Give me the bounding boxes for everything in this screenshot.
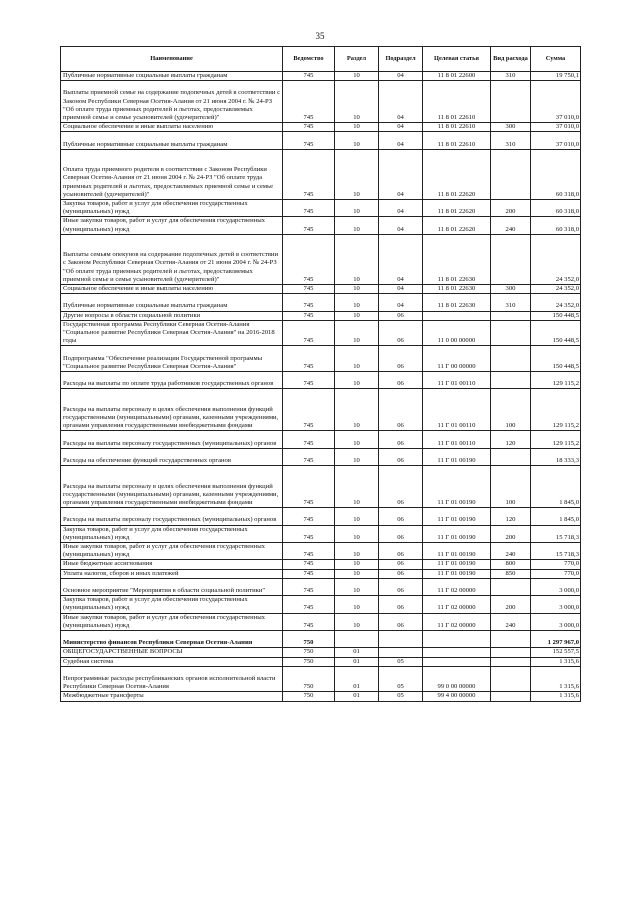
cell-vedomstvo: 745 bbox=[283, 294, 335, 311]
cell-vedomstvo: 745 bbox=[283, 371, 335, 388]
cell-vedomstvo: 745 bbox=[283, 466, 335, 508]
table-row bbox=[61, 448, 581, 465]
cell-vid-raskhoda bbox=[491, 666, 531, 692]
cell-summa: 3 000,0 bbox=[531, 578, 581, 595]
table-row bbox=[61, 389, 581, 431]
cell-vid-raskhoda: 310 bbox=[491, 72, 531, 81]
table-row bbox=[61, 657, 581, 666]
table-row bbox=[61, 320, 581, 346]
cell-summa: 24 352,0 bbox=[531, 294, 581, 311]
cell-name: Расходы на выплаты персоналу в целях обеспечения выполнения функций государственными (муниципальными) органами, казенными учреждениями, органами управления государственными внебюджетными фондами bbox=[61, 389, 283, 431]
table-row bbox=[61, 284, 581, 293]
cell-name: Подпрограмма "Обеспечение реализации Государственной программы "Социальное развитие Республики Северная Осетия-Алания" bbox=[61, 346, 283, 372]
cell-vid-raskhoda: 200 bbox=[491, 596, 531, 613]
cell-name: Расходы на выплаты персоналу в целях обеспечения выполнения функций государственными (муниципальными) органами, казенными учреждениями, органами управления государственными внебюджетными фондами bbox=[61, 466, 283, 508]
cell-podrazdel: 06 bbox=[379, 466, 423, 508]
cell-name: Иные закупки товаров, работ и услуг для обеспечения государственных (муниципальных) нужд bbox=[61, 542, 283, 559]
table-row bbox=[61, 466, 581, 508]
cell-vid-raskhoda bbox=[491, 346, 531, 372]
budget-table bbox=[60, 46, 581, 702]
cell-podrazdel: 06 bbox=[379, 508, 423, 525]
cell-podrazdel: 04 bbox=[379, 72, 423, 81]
header-celevaya-statya: Целевая статья bbox=[423, 47, 491, 72]
cell-podrazdel: 04 bbox=[379, 81, 423, 123]
cell-podrazdel: 06 bbox=[379, 596, 423, 613]
cell-vedomstvo: 745 bbox=[283, 508, 335, 525]
cell-name: Иные бюджетные ассигнования bbox=[61, 560, 283, 569]
cell-vid-raskhoda bbox=[491, 371, 531, 388]
cell-summa: 37 010,0 bbox=[531, 81, 581, 123]
cell-vedomstvo: 745 bbox=[283, 613, 335, 630]
cell-summa: 770,0 bbox=[531, 569, 581, 578]
cell-podrazdel: 04 bbox=[379, 123, 423, 132]
cell-celevaya-statya: 11 8 01 22630 bbox=[423, 284, 491, 293]
cell-podrazdel: 06 bbox=[379, 311, 423, 320]
cell-celevaya-statya: 11 8 01 22620 bbox=[423, 149, 491, 199]
cell-name: Выплаты приемной семье на содержание подопечных детей в соответствии с Законом Республики Северная Осетия-Алания от 21 июня 2004 г. № 24-РЗ "Об оплате труда приемных родителей и льготах, предоставляемых приемной семье и семье усыновителей (удочерителей)" bbox=[61, 81, 283, 123]
cell-summa: 1 315,6 bbox=[531, 657, 581, 666]
cell-podrazdel: 05 bbox=[379, 666, 423, 692]
cell-razdel: 10 bbox=[335, 132, 379, 149]
cell-podrazdel: 04 bbox=[379, 132, 423, 149]
cell-celevaya-statya: 11 Г 01 00190 bbox=[423, 448, 491, 465]
cell-name: Социальное обеспечение и иные выплаты населению bbox=[61, 123, 283, 132]
cell-summa: 15 718,3 bbox=[531, 542, 581, 559]
cell-vedomstvo: 745 bbox=[283, 81, 335, 123]
cell-vedomstvo: 745 bbox=[283, 448, 335, 465]
cell-summa: 18 333,3 bbox=[531, 448, 581, 465]
cell-celevaya-statya: 11 Г 02 00000 bbox=[423, 578, 491, 595]
cell-summa: 1 845,0 bbox=[531, 466, 581, 508]
cell-vedomstvo: 745 bbox=[283, 311, 335, 320]
header-summa: Сумма bbox=[531, 47, 581, 72]
cell-vedomstvo: 745 bbox=[283, 199, 335, 216]
cell-name: Расходы на обеспечение функций государственных органов bbox=[61, 448, 283, 465]
cell-podrazdel bbox=[379, 630, 423, 647]
cell-vedomstvo: 745 bbox=[283, 569, 335, 578]
cell-celevaya-statya: 11 8 01 22630 bbox=[423, 294, 491, 311]
cell-vedomstvo: 750 bbox=[283, 630, 335, 647]
cell-razdel: 10 bbox=[335, 508, 379, 525]
cell-vedomstvo: 745 bbox=[283, 320, 335, 346]
cell-name: Публичные нормативные социальные выплаты гражданам bbox=[61, 294, 283, 311]
cell-razdel: 10 bbox=[335, 320, 379, 346]
header-razdel: Раздел bbox=[335, 47, 379, 72]
cell-summa: 3 000,0 bbox=[531, 596, 581, 613]
cell-summa: 3 000,0 bbox=[531, 613, 581, 630]
cell-celevaya-statya: 11 Г 01 00110 bbox=[423, 389, 491, 431]
cell-summa: 770,0 bbox=[531, 560, 581, 569]
cell-name: ОБЩЕГОСУДАРСТВЕННЫЕ ВОПРОСЫ bbox=[61, 648, 283, 657]
cell-summa: 60 318,0 bbox=[531, 199, 581, 216]
table-row bbox=[61, 525, 581, 542]
cell-celevaya-statya: 11 8 01 22600 bbox=[423, 72, 491, 81]
cell-name: Министерство финансов Республики Северная Осетия-Алания bbox=[61, 630, 283, 647]
cell-podrazdel: 04 bbox=[379, 294, 423, 311]
cell-summa: 60 318,0 bbox=[531, 217, 581, 234]
cell-razdel: 10 bbox=[335, 569, 379, 578]
cell-celevaya-statya: 11 8 01 22610 bbox=[423, 123, 491, 132]
cell-summa: 129 115,2 bbox=[531, 431, 581, 448]
table-row bbox=[61, 149, 581, 199]
cell-vedomstvo: 745 bbox=[283, 132, 335, 149]
cell-razdel: 10 bbox=[335, 123, 379, 132]
cell-vid-raskhoda bbox=[491, 311, 531, 320]
cell-name: Закупка товаров, работ и услуг для обеспечения государственных (муниципальных) нужд bbox=[61, 596, 283, 613]
table-body bbox=[61, 72, 581, 702]
cell-vedomstvo: 745 bbox=[283, 346, 335, 372]
cell-razdel: 10 bbox=[335, 389, 379, 431]
table-row bbox=[61, 648, 581, 657]
cell-podrazdel bbox=[379, 648, 423, 657]
cell-celevaya-statya: 11 Г 01 00110 bbox=[423, 371, 491, 388]
cell-vedomstvo: 745 bbox=[283, 217, 335, 234]
cell-vid-raskhoda: 300 bbox=[491, 284, 531, 293]
table-row bbox=[61, 81, 581, 123]
cell-vedomstvo: 745 bbox=[283, 596, 335, 613]
cell-vid-raskhoda: 800 bbox=[491, 560, 531, 569]
cell-celevaya-statya: 11 Г 01 00190 bbox=[423, 569, 491, 578]
cell-razdel: 10 bbox=[335, 578, 379, 595]
cell-celevaya-statya: 11 Г 02 00000 bbox=[423, 613, 491, 630]
cell-vid-raskhoda: 100 bbox=[491, 466, 531, 508]
cell-summa: 129 115,2 bbox=[531, 389, 581, 431]
cell-celevaya-statya bbox=[423, 311, 491, 320]
cell-name: Закупка товаров, работ и услуг для обеспечения государственных (муниципальных) нужд bbox=[61, 525, 283, 542]
cell-razdel: 10 bbox=[335, 448, 379, 465]
cell-summa: 150 448,5 bbox=[531, 320, 581, 346]
cell-razdel: 10 bbox=[335, 542, 379, 559]
table-row bbox=[61, 560, 581, 569]
page-number: 35 bbox=[315, 31, 325, 41]
table-row bbox=[61, 630, 581, 647]
cell-summa: 37 010,0 bbox=[531, 132, 581, 149]
cell-podrazdel: 06 bbox=[379, 389, 423, 431]
cell-name: Расходы на выплаты персоналу государственных (муниципальных) органов bbox=[61, 431, 283, 448]
cell-name: Закупка товаров, работ и услуг для обеспечения государственных (муниципальных) нужд bbox=[61, 199, 283, 216]
table-row bbox=[61, 542, 581, 559]
cell-celevaya-statya: 11 Г 02 00000 bbox=[423, 596, 491, 613]
cell-vedomstvo: 750 bbox=[283, 648, 335, 657]
cell-podrazdel: 06 bbox=[379, 613, 423, 630]
cell-celevaya-statya: 11 Г 01 00190 bbox=[423, 508, 491, 525]
cell-razdel: 01 bbox=[335, 692, 379, 701]
cell-vid-raskhoda: 120 bbox=[491, 431, 531, 448]
cell-vedomstvo: 745 bbox=[283, 389, 335, 431]
table-row bbox=[61, 569, 581, 578]
header-podrazdel: Подраздел bbox=[379, 47, 423, 72]
cell-razdel bbox=[335, 630, 379, 647]
table-row bbox=[61, 596, 581, 613]
cell-celevaya-statya: 11 Г 01 00190 bbox=[423, 542, 491, 559]
cell-summa: 24 352,0 bbox=[531, 234, 581, 284]
cell-vid-raskhoda: 310 bbox=[491, 132, 531, 149]
table-row bbox=[61, 666, 581, 692]
cell-summa: 150 448,5 bbox=[531, 346, 581, 372]
cell-razdel: 01 bbox=[335, 648, 379, 657]
cell-vedomstvo: 745 bbox=[283, 525, 335, 542]
cell-podrazdel: 06 bbox=[379, 560, 423, 569]
cell-summa: 1 297 967,0 bbox=[531, 630, 581, 647]
cell-celevaya-statya: 99 4 00 00000 bbox=[423, 692, 491, 701]
cell-razdel: 10 bbox=[335, 311, 379, 320]
cell-celevaya-statya bbox=[423, 657, 491, 666]
table-row bbox=[61, 72, 581, 81]
cell-podrazdel: 05 bbox=[379, 692, 423, 701]
cell-vid-raskhoda bbox=[491, 578, 531, 595]
cell-podrazdel: 06 bbox=[379, 569, 423, 578]
cell-summa: 1 315,6 bbox=[531, 692, 581, 701]
cell-razdel: 10 bbox=[335, 149, 379, 199]
cell-vedomstvo: 745 bbox=[283, 149, 335, 199]
cell-podrazdel: 06 bbox=[379, 542, 423, 559]
cell-celevaya-statya: 11 8 01 22620 bbox=[423, 199, 491, 216]
cell-podrazdel: 04 bbox=[379, 199, 423, 216]
cell-razdel: 10 bbox=[335, 613, 379, 630]
cell-celevaya-statya: 11 Г 00 00000 bbox=[423, 346, 491, 372]
cell-vid-raskhoda: 310 bbox=[491, 294, 531, 311]
cell-podrazdel: 06 bbox=[379, 448, 423, 465]
cell-celevaya-statya bbox=[423, 648, 491, 657]
cell-vid-raskhoda bbox=[491, 648, 531, 657]
cell-razdel: 10 bbox=[335, 371, 379, 388]
cell-celevaya-statya: 11 Г 01 00190 bbox=[423, 525, 491, 542]
cell-vedomstvo: 745 bbox=[283, 72, 335, 81]
cell-razdel: 10 bbox=[335, 234, 379, 284]
cell-vedomstvo: 750 bbox=[283, 692, 335, 701]
cell-summa: 19 750,1 bbox=[531, 72, 581, 81]
cell-vid-raskhoda: 200 bbox=[491, 199, 531, 216]
cell-podrazdel: 04 bbox=[379, 284, 423, 293]
cell-vedomstvo: 750 bbox=[283, 657, 335, 666]
table-row bbox=[61, 692, 581, 701]
cell-vid-raskhoda: 300 bbox=[491, 123, 531, 132]
cell-razdel: 10 bbox=[335, 72, 379, 81]
cell-celevaya-statya: 11 Г 01 00190 bbox=[423, 466, 491, 508]
cell-name: Расходы на выплаты персоналу государственных (муниципальных) органов bbox=[61, 508, 283, 525]
cell-name: Другие вопросы в области социальной политики bbox=[61, 311, 283, 320]
cell-summa: 37 010,0 bbox=[531, 123, 581, 132]
cell-celevaya-statya: 11 0 00 00000 bbox=[423, 320, 491, 346]
cell-name: Иные закупки товаров, работ и услуг для обеспечения государственных (муниципальных) нужд bbox=[61, 613, 283, 630]
cell-podrazdel: 04 bbox=[379, 217, 423, 234]
cell-vid-raskhoda: 200 bbox=[491, 525, 531, 542]
cell-vid-raskhoda bbox=[491, 448, 531, 465]
table-row bbox=[61, 613, 581, 630]
cell-celevaya-statya: 11 Г 01 00110 bbox=[423, 431, 491, 448]
cell-name: Государственная программа Республики Северная Осетия-Алания "Социальное развитие Республики Северная Осетия-Алания" на 2016-2018 годы bbox=[61, 320, 283, 346]
cell-name: Уплата налогов, сборов и иных платежей bbox=[61, 569, 283, 578]
cell-name: Публичные нормативные социальные выплаты гражданам bbox=[61, 132, 283, 149]
cell-vid-raskhoda bbox=[491, 692, 531, 701]
cell-vid-raskhoda bbox=[491, 630, 531, 647]
cell-podrazdel: 06 bbox=[379, 525, 423, 542]
cell-podrazdel: 06 bbox=[379, 346, 423, 372]
cell-razdel: 10 bbox=[335, 217, 379, 234]
cell-name: Расходы на выплаты по оплате труда работников государственных органов bbox=[61, 371, 283, 388]
cell-name: Основное мероприятие "Мероприятия в области социальной политики" bbox=[61, 578, 283, 595]
table-header bbox=[61, 47, 581, 72]
table-row bbox=[61, 123, 581, 132]
cell-podrazdel: 06 bbox=[379, 371, 423, 388]
cell-razdel: 10 bbox=[335, 466, 379, 508]
cell-name: Выплаты семьям опекунов на содержание подопечных детей в соответствии с Законом Республики Северная Осетия-Алания от 21 июня 2004 г. № 24-РЗ "Об оплате труда приемных родителей и льготах, предоставляемых приемной семье и семье усыновителей (удочерителей)" bbox=[61, 234, 283, 284]
cell-vid-raskhoda bbox=[491, 234, 531, 284]
cell-vedomstvo: 745 bbox=[283, 578, 335, 595]
cell-podrazdel: 04 bbox=[379, 234, 423, 284]
cell-celevaya-statya: 11 8 01 22630 bbox=[423, 234, 491, 284]
cell-razdel: 10 bbox=[335, 81, 379, 123]
cell-vid-raskhoda: 240 bbox=[491, 613, 531, 630]
cell-celevaya-statya: 11 Г 01 00190 bbox=[423, 560, 491, 569]
cell-podrazdel: 06 bbox=[379, 320, 423, 346]
cell-vedomstvo: 745 bbox=[283, 284, 335, 293]
table-row bbox=[61, 234, 581, 284]
cell-vedomstvo: 750 bbox=[283, 666, 335, 692]
cell-vedomstvo: 745 bbox=[283, 234, 335, 284]
cell-celevaya-statya: 11 8 01 22610 bbox=[423, 132, 491, 149]
cell-vid-raskhoda bbox=[491, 149, 531, 199]
cell-razdel: 10 bbox=[335, 199, 379, 216]
cell-name: Публичные нормативные социальные выплаты гражданам bbox=[61, 72, 283, 81]
cell-razdel: 10 bbox=[335, 284, 379, 293]
cell-vedomstvo: 745 bbox=[283, 560, 335, 569]
cell-vedomstvo: 745 bbox=[283, 123, 335, 132]
cell-celevaya-statya: 99 0 00 00000 bbox=[423, 666, 491, 692]
header-vid-raskhoda: Вид расхода bbox=[491, 47, 531, 72]
table-row bbox=[61, 578, 581, 595]
cell-vedomstvo: 745 bbox=[283, 431, 335, 448]
cell-razdel: 10 bbox=[335, 560, 379, 569]
cell-razdel: 10 bbox=[335, 596, 379, 613]
table-row bbox=[61, 346, 581, 372]
cell-razdel: 10 bbox=[335, 431, 379, 448]
header-vedomstvo: Ведомство bbox=[283, 47, 335, 72]
cell-vid-raskhoda bbox=[491, 320, 531, 346]
cell-podrazdel: 04 bbox=[379, 149, 423, 199]
cell-podrazdel: 05 bbox=[379, 657, 423, 666]
cell-name: Непрограммные расходы республиканских органов исполнительной власти Республики Северная Осетия-Алания bbox=[61, 666, 283, 692]
table-row bbox=[61, 294, 581, 311]
table-row bbox=[61, 371, 581, 388]
cell-vid-raskhoda: 120 bbox=[491, 508, 531, 525]
cell-vid-raskhoda: 240 bbox=[491, 217, 531, 234]
cell-name: Оплата труда приемного родителя в соответствии с Законом Республики Северная Осетия-Алания от 21 июня 2004 г. № 24-РЗ "Об оплате труда приемных родителей и льготах, предоставляемых приемной семье и семье усыновителей (удочерителей)" bbox=[61, 149, 283, 199]
cell-razdel: 10 bbox=[335, 346, 379, 372]
cell-podrazdel: 06 bbox=[379, 578, 423, 595]
table-row bbox=[61, 311, 581, 320]
cell-celevaya-statya bbox=[423, 630, 491, 647]
table-row bbox=[61, 508, 581, 525]
cell-summa: 60 318,0 bbox=[531, 149, 581, 199]
cell-summa: 1 845,0 bbox=[531, 508, 581, 525]
cell-name: Иные закупки товаров, работ и услуг для обеспечения государственных (муниципальных) нужд bbox=[61, 217, 283, 234]
cell-vid-raskhoda: 240 bbox=[491, 542, 531, 559]
cell-razdel: 01 bbox=[335, 657, 379, 666]
cell-vid-raskhoda: 100 bbox=[491, 389, 531, 431]
table-row bbox=[61, 431, 581, 448]
cell-razdel: 10 bbox=[335, 525, 379, 542]
cell-name: Судебная система bbox=[61, 657, 283, 666]
cell-celevaya-statya: 11 8 01 22610 bbox=[423, 81, 491, 123]
cell-vid-raskhoda: 850 bbox=[491, 569, 531, 578]
cell-vid-raskhoda bbox=[491, 81, 531, 123]
cell-podrazdel: 06 bbox=[379, 431, 423, 448]
header-name: Наименование bbox=[61, 47, 283, 72]
cell-celevaya-statya: 11 8 01 22620 bbox=[423, 217, 491, 234]
cell-summa: 152 557,5 bbox=[531, 648, 581, 657]
cell-summa: 24 352,0 bbox=[531, 284, 581, 293]
cell-summa: 15 718,3 bbox=[531, 525, 581, 542]
cell-vid-raskhoda bbox=[491, 657, 531, 666]
cell-name: Межбюджетные трансферты bbox=[61, 692, 283, 701]
cell-razdel: 10 bbox=[335, 294, 379, 311]
cell-summa: 129 115,2 bbox=[531, 371, 581, 388]
cell-summa: 150 448,5 bbox=[531, 311, 581, 320]
cell-summa: 1 315,6 bbox=[531, 666, 581, 692]
table-row bbox=[61, 199, 581, 216]
cell-razdel: 01 bbox=[335, 666, 379, 692]
cell-vedomstvo: 745 bbox=[283, 542, 335, 559]
table-row bbox=[61, 132, 581, 149]
table-row bbox=[61, 217, 581, 234]
cell-name: Социальное обеспечение и иные выплаты населению bbox=[61, 284, 283, 293]
